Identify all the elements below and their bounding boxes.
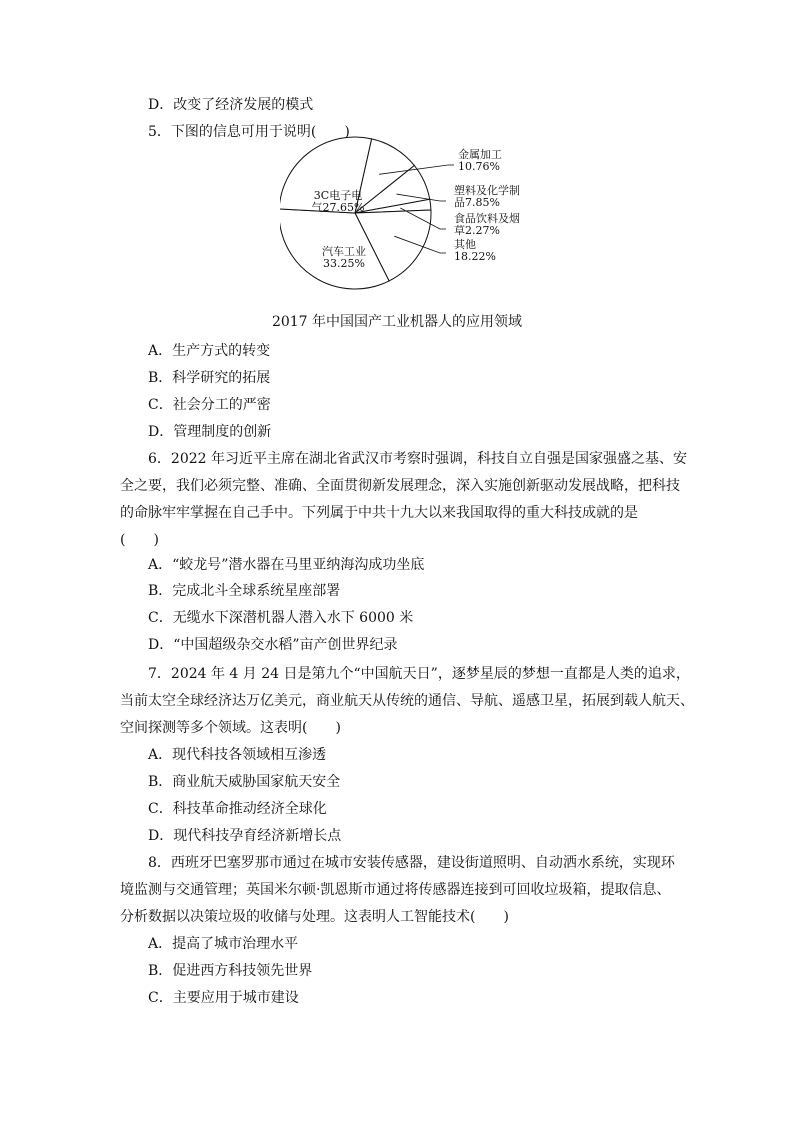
- pie-label-3: 其他 18.22%: [454, 238, 496, 263]
- q6-stem-line-2: 全之要，我们必须完整、准确、全面贯彻新发展理念，深入实施创新驱动发展战略，把科技: [120, 478, 680, 494]
- q7-option-b: B．商业航天威胁国家航天安全: [148, 774, 341, 790]
- q6-option-d: D．“中国超级杂交水稻”亩产创世界纪录: [148, 637, 398, 653]
- q8-stem-line-2: 境监测与交通管理；英国米尔顿·凯恩斯市通过将传感器连接到可回收垃圾箱，提取信息、: [120, 882, 671, 898]
- q7-option-d: D．现代科技孕育经济新增长点: [148, 828, 342, 844]
- q7-stem-line-3: 空间探测等多个领域。这表明( ): [120, 720, 341, 736]
- pie-chart: [280, 125, 550, 300]
- pie-label-0: 金属加工 10.76%: [458, 148, 502, 173]
- q5-option-d: D．管理制度的创新: [148, 424, 272, 440]
- q8-stem-line-1: 8．西班牙巴塞罗那市通过在城市安装传感器，建设街道照明、自动洒水系统，实现环: [148, 855, 675, 871]
- q5-option-c: C．社会分工的严密: [148, 397, 271, 413]
- pie-label-2: 食品饮料及烟草2.27%: [454, 212, 520, 237]
- q6-option-c: C．无缆水下深潜机器人潜入水下 6000 米: [148, 610, 414, 626]
- q6-stem-line-3: 的命脉牢牢掌握在自己手中。下列属于中共十九大以来我国取得的重大科技成就的是: [120, 505, 638, 521]
- q5-stem: 5．下图的信息可用于说明( ): [148, 124, 350, 140]
- q7-option-a: A．现代科技各领域相互渗透: [148, 747, 327, 763]
- q8-option-a: A．提高了城市治理水平: [148, 936, 299, 952]
- q8-option-b: B．促进西方科技领先世界: [148, 963, 313, 979]
- q7-stem-line-2: 当前太空全球经济达万亿美元，商业航天从传统的通信、导航、遥感卫星，拓展到载人航天、: [120, 693, 694, 709]
- chart-caption: 2017 年中国国产工业机器人的应用领域: [271, 314, 523, 330]
- q5-option-a: A．生产方式的转变: [148, 343, 271, 359]
- q4-option-d: D．改变了经济发展的模式: [148, 97, 314, 113]
- q6-stem-line-1: 6．2022 年习近平主席在湖北省武汉市考察时强调，科技自立自强是国家强盛之基、安: [148, 451, 687, 467]
- q5-option-b: B．科学研究的拓展: [148, 370, 271, 386]
- q6-option-b: B．完成北斗全球系统星座部署: [148, 583, 341, 599]
- q8-stem-line-3: 分析数据以决策垃圾的收储与处理。这表明人工智能技术( ): [120, 909, 509, 925]
- q7-stem-line-1: 7．2024 年 4 月 24 日是第九个“中国航天日”，逐梦星辰的梦想一直都是人类的追求，: [148, 666, 690, 682]
- q6-stem-line-4: ( ): [120, 532, 159, 548]
- pie-label-1: 塑料及化学制品7.85%: [454, 184, 520, 209]
- q6-option-a: A．“蛟龙号”潜水器在马里亚纳海沟成功坐底: [148, 557, 425, 573]
- pie-label-4: 汽车工业 33.25%: [322, 245, 366, 270]
- q7-option-c: C．科技革命推动经济全球化: [148, 801, 327, 817]
- q8-option-c: C．主要应用于城市建设: [148, 990, 299, 1006]
- pie-label-5: 3C电子电气27.65%: [311, 189, 365, 214]
